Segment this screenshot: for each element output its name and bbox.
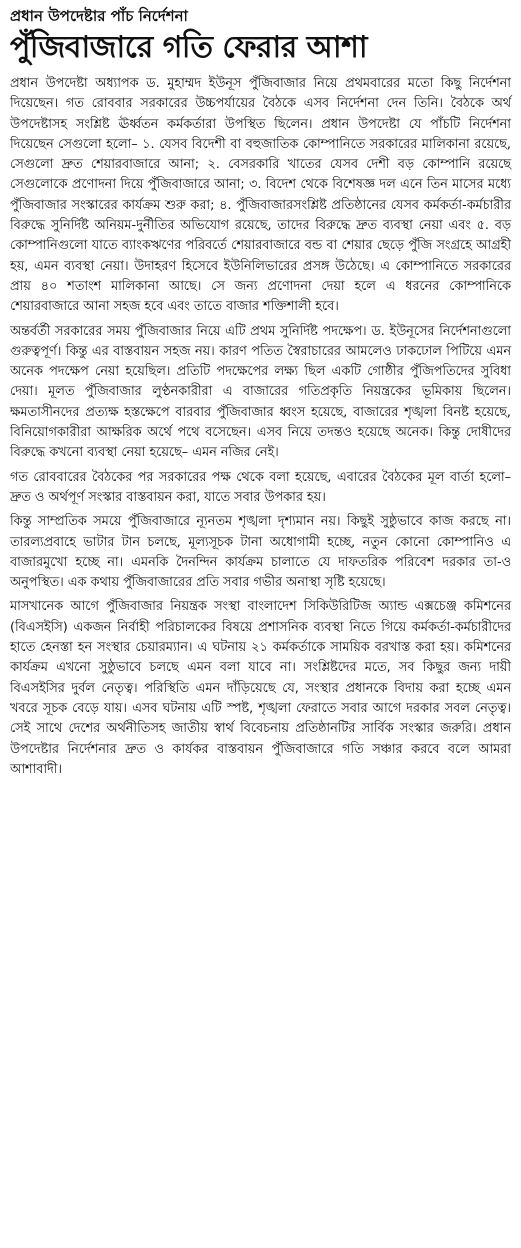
article-paragraph: মাসখানেক আগে পুঁজিবাজার নিয়ন্ত্রক সংস্থা বাংলাদেশ সিকিউরিটিজ অ্যান্ড এক্সচেঞ্জ কমিশনের (বিএসইসি) একজন নির্বাহী পরিচালকের বিষয়ে প্রশাসনিক ব্যবস্থা নিতে গিয়ে কর্মকর্তা-কর্মচারীদের হাতে হেনস্তা হন সংস্থার চেয়ারম্যান। এ ঘটনায় ২১ কর্মকর্তাকে সাময়িক বরখাস্ত করা হয়। কমিশনের কার্যক্রম এখনো সুষ্ঠুভাবে চলছে এমন বলা যাবে না। সংশ্লিষ্টদের মতে, সব কিছুর জন্য দায়ী বিএসইসির দুর্বল নেতৃত্ব। পরিস্থিতি এমন দাঁড়িয়েছে যে, সংস্থার প্রধানকে বিদায় করা হচ্ছে এমন খবরে সূচক বেড়ে যায়। এসব ঘটনায় এটি স্পষ্ট, শৃঙ্খলা ফেরাতে সবার আগে দরকার সবল নেতৃত্ব। সেই সাথে দেশের অর্থনীতিসহ জাতীয় স্বার্থ বিবেচনায় প্রতিষ্ঠানটির সার্বিক সংস্কার জরুরি। প্রধান উপদেষ্টার নির্দেশনার দ্রুত ও কার্যকর বাস্তবায়ন পুঁজিবাজারে গতি সঞ্চার করবে বলে আমরা আশাবাদী। xyxy=(10,599,511,777)
article-paragraph: অন্তর্বর্তী সরকারের সময় পুঁজিবাজার নিয়ে এটি প্রথম সুনির্দিষ্ট পদক্ষেপ। ড. ইউনূসের নির্দেশনাগুলো গুরুত্বপূর্ণ। কিন্তু এর বাস্তবায়ন সহজ নয়। কারণ পতিত স্বৈরাচারের আমলেও ঢাকঢোল পিটিয়ে এমন অনেক পদক্ষেপ নেয়া হয়েছিল। প্রতিটি পদক্ষেপের লক্ষ্য ছিল একটি গোষ্ঠীর পুঁজিপতিদের সুবিধা দেয়া। মূলত পুঁজিবাজার লুণ্ঠনকারীরা এ বাজারের গতিপ্রকৃতি নিয়ন্ত্রকের ভূমিকায় ছিলেন। ক্ষমতাসীনদের প্রত্যক্ষ হস্তক্ষেপে বারবার পুঁজিবাজার ধ্বংস হয়েছে, বাজারের শৃঙ্খলা বিনষ্ট হয়েছে, বিনিয়োগকারীরা আক্ষরিক অর্থে পথে বসেছেন। এসব নিয়ে তদন্তও হয়েছে অনেক। কিন্তু দোষীদের বিরুদ্ধে কখনো ব্যবস্থা নেয়া হয়েছে– এমন নজির নেই। xyxy=(10,323,511,461)
article-kicker: প্রধান উপদেষ্টার পাঁচ নির্দেশনা xyxy=(10,7,188,25)
article-headline: পুঁজিবাজারে গতি ফেরার আশা xyxy=(10,30,368,65)
article-paragraph: প্রধান উপদেষ্টা অধ্যাপক ড. মুহাম্মদ ইউনূস পুঁজিবাজার নিয়ে প্রথমবারের মতো কিছু নির্দেশনা দিয়েছেন। গত রোববার সরকারের উচ্চপর্যায়ের বৈঠকে এসব নির্দেশনা দেন তিনি। বৈঠকে অর্থ উপদেষ্টাসহ সংশ্লিষ্ট ঊর্ধ্বতন কর্মকর্তারা উপস্থিত ছিলেন। প্রধান উপদেষ্টা যে পাঁচটি নির্দেশনা দিয়েছেন সেগুলো হলো– ১. যেসব বিদেশী বা বহুজাতিক কোম্পানিতে সরকারের মালিকানা রয়েছে, সেগুলো দ্রুত শেয়ারবাজারে আনা; ২. বেসরকারি খাতের যেসব দেশী বড় কোম্পানি রয়েছে সেগুলোকে প্রণোদনা দিয়ে পুঁজিবাজারে আনা; ৩. বিদেশ থেকে বিশেষজ্ঞ দল এনে তিন মাসের মধ্যে পুঁজিবাজার সংস্কারের কার্যক্রম শুরু করা; ৪. পুঁজিবাজারসংশ্লিষ্ট প্রতিষ্ঠানের যেসব কর্মকর্তা-কর্মচারীর বিরুদ্ধে সুনির্দিষ্ট অনিয়ম-দুর্নীতির অভিযোগ রয়েছে, তাদের বিরুদ্ধে দ্রুত ব্যবস্থা নেয়া এবং ৫. বড় কোম্পানিগুলো যাতে ব্যাংকঋণের পরিবর্তে শেয়ারবাজারে বন্ড বা শেয়ার ছেড়ে পুঁজি সংগ্রহে আগ্রহী হয়, এমন ব্যবস্থা নেয়া। উদাহরণ হিসেবে ইউনিলিভারের প্রসঙ্গ উঠেছে। এ কোম্পানিতে সরকারের প্রায় ৪০ শতাংশ মালিকানা আছে। সে জন্য প্রণোদনা দেয়া হলে এ ধরনের কোম্পানিকে শেয়ারবাজারে আনা সহজ হবে এবং তাতে বাজার শক্তিশালী হবে। xyxy=(10,76,511,315)
article-paragraph: গত রোববারের বৈঠকের পর সরকারের পক্ষ থেকে বলা হয়েছে, এবারের বৈঠকের মূল বার্তা হলো– দ্রুত ও অর্থপূর্ণ সংস্কার বাস্তবায়ন করা, যাতে সবার উপকার হয়। xyxy=(10,469,511,505)
article-paragraph: কিন্তু সাম্প্রতিক সময়ে পুঁজিবাজারে ন্যূনতম শৃঙ্খলা দৃশ্যমান নয়। কিছুই সুষ্ঠুভাবে কাজ করছে না। তারল্যপ্রবাহে ভাটার টান চলছে, মূল্যসূচক টানা অধোগামী হচ্ছে, নতুন কোনো কোম্পানিও এ বাজারমুখো হচ্ছে না। এমনকি দৈনন্দিন কার্যক্রম চালাতে যে দাফতরিক পরিবেশ দরকার তা-ও অনুপস্থিত। এক কথায় পুঁজিবাজারের প্রতি সবার গভীর অনাস্থা সৃষ্টি হয়েছে। xyxy=(10,514,511,591)
article-body xyxy=(10,74,511,780)
